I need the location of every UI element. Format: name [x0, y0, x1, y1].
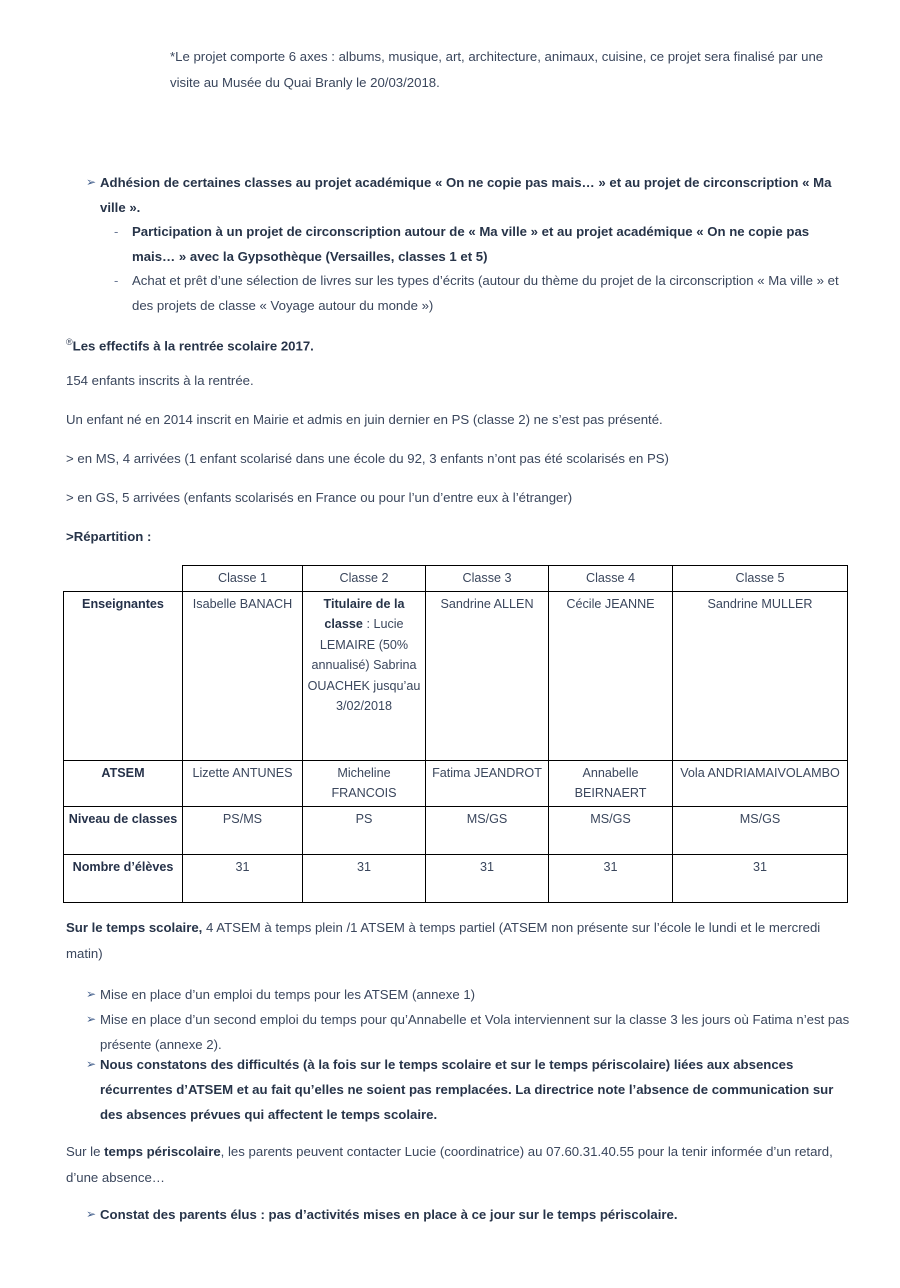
- table-col-classe-4: Classe 4: [549, 566, 673, 592]
- arrow-bullet-icon: ➢: [86, 1057, 97, 1071]
- table-rowlabel-nombre: Nombre d’élèves: [64, 854, 183, 902]
- periscolaire-bold: temps périscolaire: [104, 1144, 221, 1159]
- table-cell: 31: [303, 854, 426, 902]
- table-corner-cell: [64, 566, 183, 592]
- table-cell: Cécile JEANNE: [549, 591, 673, 760]
- table-cell-text: : Lucie LEMAIRE (50% annualisé) Sabrina OUACHEK jusqu’au 3/02/2018: [307, 617, 421, 713]
- dash-bullet-icon: -: [114, 224, 119, 239]
- table-col-classe-1: Classe 1: [183, 566, 303, 592]
- table-header-row: [64, 566, 848, 592]
- table-cell: PS: [303, 806, 426, 854]
- table-col-classe-5: Classe 5: [673, 566, 848, 592]
- bullet-emploi-du-temps-text: Mise en place d’un emploi du temps pour les ATSEM (annexe 1): [100, 987, 476, 1002]
- temps-scolaire-lead: Sur le temps scolaire,: [66, 920, 203, 935]
- table-cell: PS/MS: [183, 806, 303, 854]
- table-cell: Micheline FRANCOIS: [303, 760, 426, 806]
- table-cell: Vola ANDRIAMAIVOLAMBO: [673, 760, 848, 806]
- intro-note: *Le projet comporte 6 axes : albums, musique, art, architecture, animaux, cuisine, ce projet sera finalisé par une visite au Musée du Quai Branly le 20/03/2018.: [170, 49, 824, 90]
- table-cell: Sandrine MULLER: [673, 591, 848, 760]
- bullet-difficultes: [66, 1052, 856, 1127]
- table-cell: 31: [673, 854, 848, 902]
- table-row: [64, 760, 848, 806]
- arrow-bullet-icon: ➢: [86, 175, 97, 189]
- table-row: [64, 806, 848, 854]
- bullet-constat-parents-text: Constat des parents élus : pas d’activités mises en place à ce jour sur le temps périscolaire.: [100, 1207, 678, 1222]
- temps-scolaire-paragraph: [66, 915, 856, 967]
- table-cell: Sandrine ALLEN: [426, 591, 549, 760]
- registered-symbol-icon: ®: [66, 337, 73, 347]
- line-gs: > en GS, 5 arrivées (enfants scolarisés en France ou pour l’un d’entre eux à l’étranger): [66, 490, 573, 505]
- table-col-classe-2: Classe 2: [303, 566, 426, 592]
- table-cell: 31: [426, 854, 549, 902]
- subbullet-participation: [66, 219, 856, 269]
- effectifs-heading: [66, 329, 856, 359]
- periscolaire-paragraph: [66, 1139, 856, 1191]
- arrow-bullet-icon: ➢: [86, 1207, 97, 1221]
- table-cell: Lizette ANTUNES: [183, 760, 303, 806]
- bullet-constat-parents: [66, 1202, 856, 1227]
- periscolaire-part2: , les parents peuvent contacter Lucie (coordinatrice) au 07.60.31.40.55 pour la tenir informée d’un retard, d’une absence…: [66, 1144, 833, 1185]
- subbullet-participation-text: Participation à un projet de circonscription autour de « Ma ville » et au projet académique « On ne copie pas mais… » avec la Gypsothèque (Versailles, classes 1 et 5): [132, 224, 810, 264]
- table-col-classe-3: Classe 3: [426, 566, 549, 592]
- arrow-bullet-icon: ➢: [86, 1012, 97, 1026]
- table-cell: Isabelle BANACH: [183, 591, 303, 760]
- table-cell: MS/GS: [549, 806, 673, 854]
- bullet-difficultes-text: Nous constatons des difficultés (à la fois sur le temps scolaire et sur le temps périscolaire) liées aux absences récurrentes d’ATSEM et au fait qu’elles ne soient pas remplacées. La directrice note l’absence de communication sur des absences prévues qui affectent le temps scolaire.: [100, 1057, 834, 1122]
- table-cell: Fatima JEANDROT: [426, 760, 549, 806]
- bullet-adhesion: [66, 170, 856, 220]
- table-cell: Annabelle BEIRNAERT: [549, 760, 673, 806]
- bullet-emploi-du-temps: [66, 982, 856, 1007]
- line-non-presente: Un enfant né en 2014 inscrit en Mairie et admis en juin dernier en PS (classe 2) ne s’est pas présenté.: [66, 412, 663, 427]
- dash-bullet-icon: -: [114, 273, 119, 288]
- line-repartition: >Répartition :: [66, 529, 152, 544]
- arrow-bullet-icon: ➢: [86, 987, 97, 1001]
- line-ms: > en MS, 4 arrivées (1 enfant scolarisé dans une école du 92, 3 enfants n’ont pas été scolarisés en PS): [66, 451, 669, 466]
- table-cell: MS/GS: [673, 806, 848, 854]
- table-row: [64, 854, 848, 902]
- bullet-second-emploi: [66, 1007, 856, 1057]
- subbullet-achat: [66, 268, 856, 318]
- table-cell-bold-prefix: Titulaire de la classe: [323, 596, 405, 631]
- table-cell: 31: [183, 854, 303, 902]
- periscolaire-part1: Sur le: [66, 1144, 105, 1159]
- table-rowlabel-atsem: ATSEM: [64, 760, 183, 806]
- repartition-table: [63, 565, 848, 903]
- effectifs-heading-text: Les effectifs à la rentrée scolaire 2017.: [72, 338, 314, 354]
- table-row: [64, 591, 848, 760]
- temps-scolaire-rest: 4 ATSEM à temps plein /1 ATSEM à temps partiel (ATSEM non présente sur l’école le lundi et le mercredi matin): [66, 920, 821, 961]
- table-cell: 31: [549, 854, 673, 902]
- table-rowlabel-niveau: Niveau de classes: [64, 806, 183, 854]
- line-inscrits: 154 enfants inscrits à la rentrée.: [66, 373, 254, 388]
- table-cell: [303, 591, 426, 760]
- table-cell: MS/GS: [426, 806, 549, 854]
- subbullet-achat-text: Achat et prêt d’une sélection de livres sur les types d’écrits (autour du thème du projet de la circonscription « Ma ville » et des projets de classe « Voyage autour du monde »): [132, 273, 839, 313]
- bullet-second-emploi-text: Mise en place d’un second emploi du temps pour qu’Annabelle et Vola interviennent sur la classe 3 les jours où Fatima n’est pas présente (annexe 2).: [100, 1012, 850, 1052]
- bullet-adhesion-text: Adhésion de certaines classes au projet académique « On ne copie pas mais… » et au projet de circonscription « Ma ville ».: [100, 175, 832, 215]
- table-rowlabel-enseignantes: Enseignantes: [64, 591, 183, 760]
